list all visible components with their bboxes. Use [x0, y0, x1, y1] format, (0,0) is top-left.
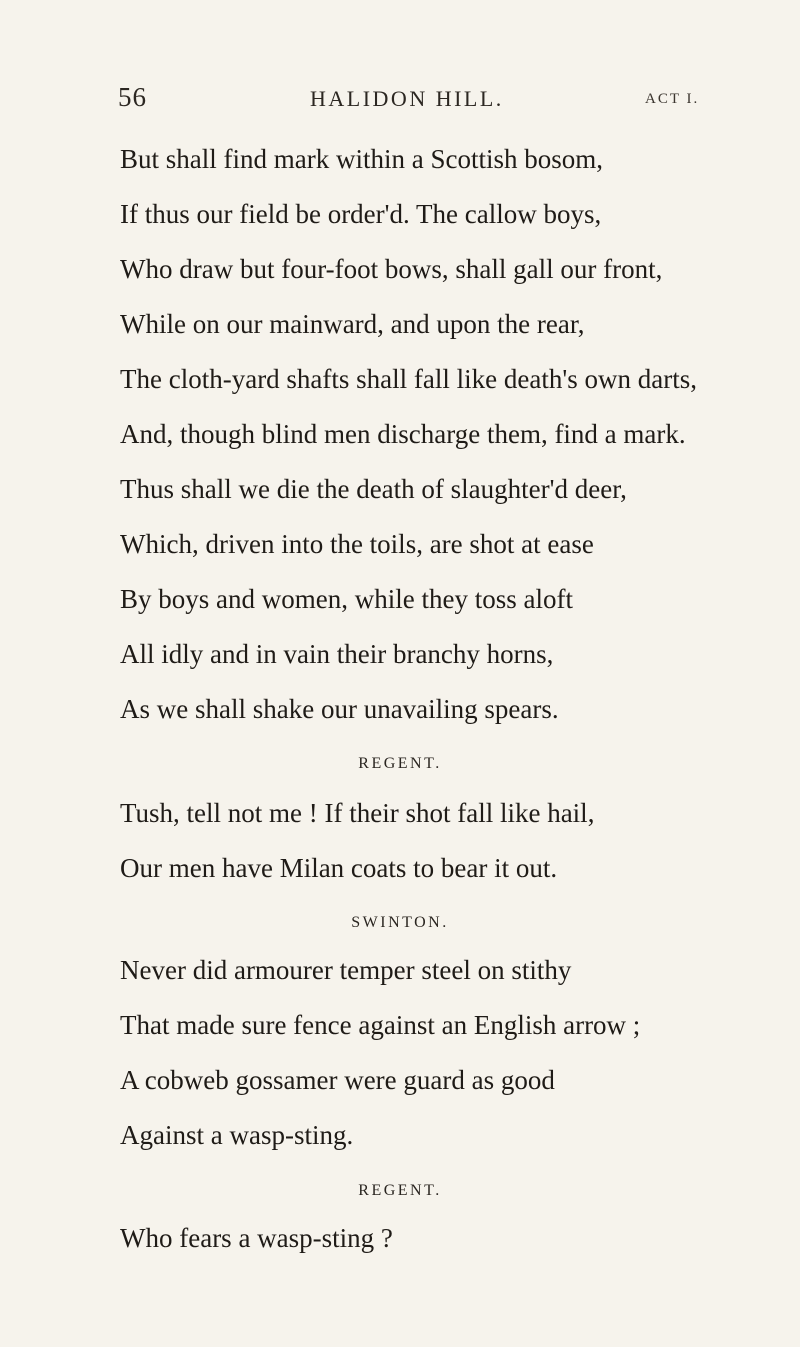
verse-line: Who draw but four-foot bows, shall gall our front, — [120, 254, 663, 284]
verse-line: But shall find mark within a Scottish bosom, — [120, 144, 603, 174]
verse-line: All idly and in vain their branchy horns, — [120, 639, 554, 669]
verse-line: As we shall shake our unavailing spears. — [120, 694, 559, 724]
verse-line: A cobweb gossamer were guard as good — [120, 1065, 555, 1095]
verse-line: Tush, tell not me ! If their shot fall like hail, — [120, 798, 595, 828]
verse-line: Never did armourer temper steel on stithy — [120, 955, 572, 985]
act-label: ACT I. — [645, 91, 700, 107]
verse-line: Against a wasp-sting. — [120, 1120, 354, 1150]
verse-line: Our men have Milan coats to bear it out. — [120, 853, 558, 883]
verse-line: By boys and women, while they toss aloft — [120, 584, 573, 614]
speaker-name: SWINTON. — [351, 914, 449, 931]
speaker-name: REGENT. — [358, 755, 442, 772]
verse-line: While on our mainward, and upon the rear, — [120, 309, 585, 339]
verse-line: The cloth-yard shafts shall fall like death's own darts, — [120, 364, 697, 394]
verse-line: Which, driven into the toils, are shot at ease — [120, 529, 594, 559]
verse-line: Thus shall we die the death of slaughter'd deer, — [120, 474, 627, 504]
verse-line: And, though blind men discharge them, find a mark. — [120, 419, 686, 449]
running-title: HALIDON HILL. — [310, 86, 504, 111]
page-header — [0, 82, 800, 116]
page-number: 56 — [118, 82, 147, 112]
verse-line: If thus our field be order'd. The callow boys, — [120, 199, 602, 229]
speaker-name: REGENT. — [358, 1182, 442, 1199]
verse-line: Who fears a wasp-sting ? — [120, 1223, 393, 1253]
verse-line: That made sure fence against an English arrow ; — [120, 1010, 641, 1040]
